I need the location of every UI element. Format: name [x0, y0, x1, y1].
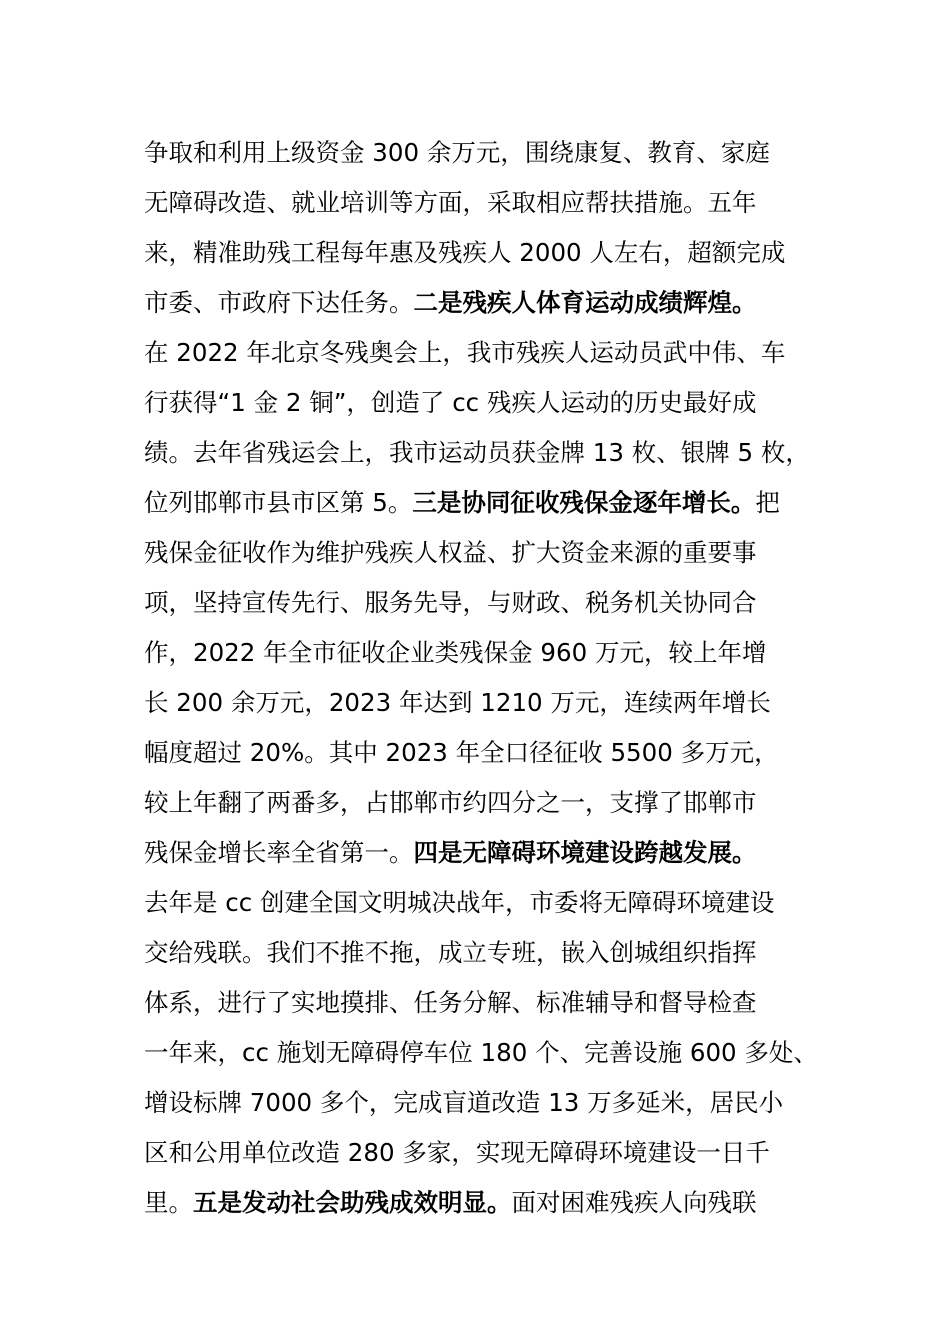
- text-line: [144, 428, 844, 478]
- bold-heading-text: 五是发动社会助残成效明显。: [193, 1188, 512, 1217]
- body-text-segment: 残保金征收作为维护残疾人权益、扩大资金来源的重要事: [144, 538, 757, 567]
- text-line: [144, 728, 844, 778]
- text-line: [144, 178, 844, 228]
- bold-heading-text: 三是协同征收残保金逐年增长。: [412, 488, 756, 517]
- text-line: [144, 128, 844, 178]
- body-text-segment: 面对困难残疾人向残联: [511, 1188, 757, 1217]
- body-text-segment: 绩。去年省残运会上，我市运动员获金牌 13 枚、银牌 5 枚，: [144, 438, 810, 467]
- body-text-segment: 一年来，cc 施划无障碍停车位 180 个、完善设施 600 多处、: [144, 1038, 818, 1067]
- body-text-segment: 去年是 cc 创建全国文明城决战年，市委将无障碍环境建设: [144, 888, 775, 917]
- body-text-segment: 残保金增长率全省第一。: [144, 838, 414, 867]
- body-text-segment: 市委、市政府下达任务。: [144, 288, 414, 317]
- text-line: [144, 1028, 844, 1078]
- text-line: [144, 678, 844, 728]
- bold-heading-text: 四是无障碍环境建设跨越发展。: [413, 838, 757, 867]
- text-line: [144, 578, 844, 628]
- text-line: [144, 778, 844, 828]
- text-line: [144, 828, 844, 878]
- text-line: [144, 1078, 844, 1128]
- body-text-segment: 项，坚持宣传先行、服务先导，与财政、税务机关协同合: [144, 588, 757, 617]
- bold-heading-text: 二是残疾人体育运动成绩辉煌。: [413, 288, 757, 317]
- body-text-segment: 争取和利用上级资金 300 余万元，围绕康复、教育、家庭: [144, 138, 770, 167]
- body-text-segment: 增设标牌 7000 多个，完成盲道改造 13 万多延米，居民小: [144, 1088, 784, 1117]
- text-line: [144, 878, 844, 928]
- text-line: [144, 1128, 844, 1178]
- text-line: [144, 378, 844, 428]
- text-line: [144, 978, 844, 1028]
- body-text-segment: 体系，进行了实地摸排、任务分解、标准辅导和督导检查: [144, 988, 757, 1017]
- body-text: [144, 128, 844, 1228]
- text-line: [144, 528, 844, 578]
- text-line: [144, 228, 844, 278]
- text-line: [144, 328, 844, 378]
- body-text-segment: 较上年翻了两番多，占邯郸市约四分之一，支撑了邯郸市: [144, 788, 757, 817]
- text-line: [144, 628, 844, 678]
- text-line: [144, 478, 844, 528]
- text-line: [144, 278, 844, 328]
- text-line: [144, 928, 844, 978]
- body-text-segment: 位列邯郸市县市区第 5。: [144, 488, 413, 517]
- body-text-segment: 行获得“1 金 2 铜”，创造了 cc 残疾人运动的历史最好成: [144, 388, 757, 417]
- body-text-segment: 区和公用单位改造 280 多家，实现无障碍环境建设一日千: [144, 1138, 770, 1167]
- body-text-segment: 把: [755, 488, 780, 517]
- text-line: [144, 1178, 844, 1228]
- body-text-segment: 无障碍改造、就业培训等方面，采取相应帮扶措施。五年: [144, 188, 757, 217]
- body-text-segment: 幅度超过 20%。其中 2023 年全口径征收 5500 多万元，: [144, 738, 779, 767]
- body-text-segment: 作，2022 年全市征收企业类残保金 960 万元，较上年增: [144, 638, 767, 667]
- body-text-segment: 在 2022 年北京冬残奥会上，我市残疾人运动员武中伟、车: [144, 338, 786, 367]
- body-text-segment: 长 200 余万元，2023 年达到 1210 万元，连续两年增长: [144, 688, 771, 717]
- body-text-segment: 里。: [144, 1188, 193, 1217]
- body-text-segment: 交给残联。我们不推不拖，成立专班，嵌入创城组织指挥: [144, 938, 757, 967]
- body-text-segment: 来，精准助残工程每年惠及残疾人 2000 人左右，超额完成: [144, 238, 786, 267]
